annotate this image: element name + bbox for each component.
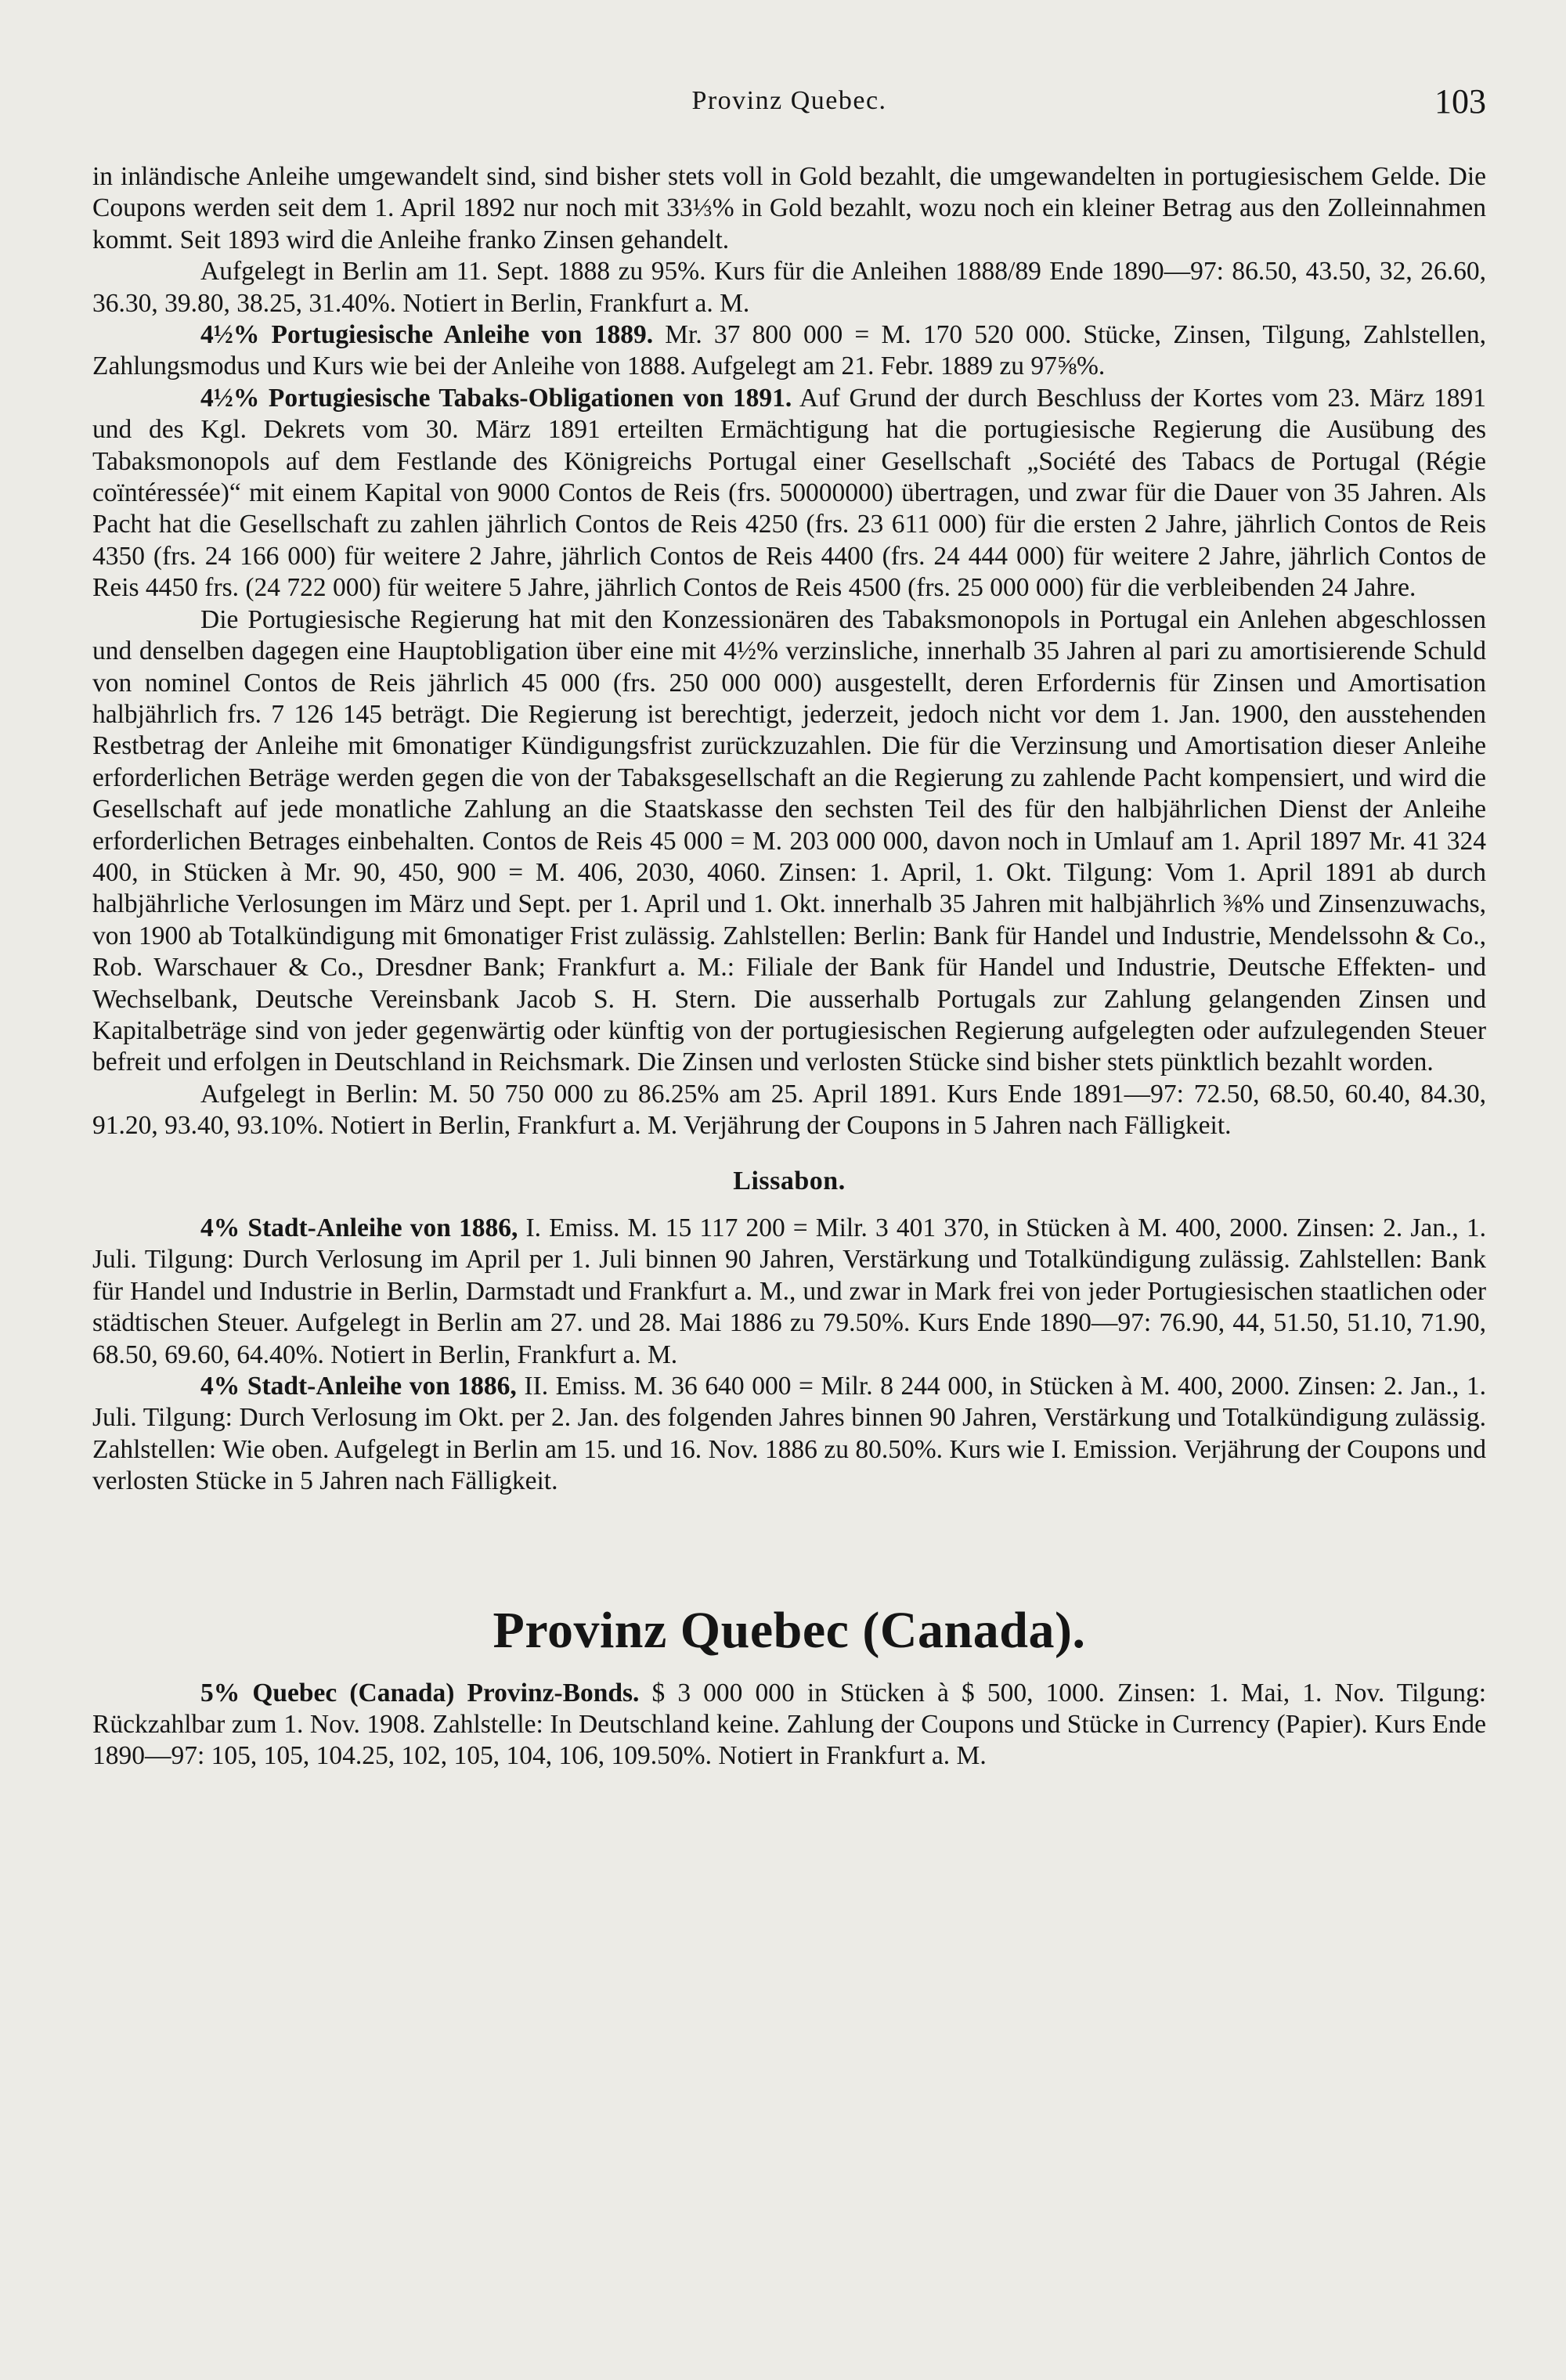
paragraph [92,1371,1486,1498]
bond-title: 4½% Portugiesische Tabaks-Obligationen von 1891. [200,383,792,413]
paragraph: Aufgelegt in Berlin: M. 50 750 000 zu 86.25% am 25. April 1891. Kurs Ende 1891—97: 72.50, 68.50, 60.40, 84.30, 91.20, 93.40, 93.10%. Notiert in Berlin, Frankfurt a. M. Verjährung der Coupons in 5 Jahren nach Fälligkeit. [92,1079,1486,1141]
running-head: Provinz Quebec. [691,86,887,115]
paragraph-text: I. Emiss. M. 15 117 200 = Milr. 3 401 370, in Stücken à M. 400, 2000. Zinsen: 2. Jan., 1. Juli. Tilgung: Durch Verlosung im April per 1. Juli binnen 90 Jahren, Verstärkung und Totalkündigung zulässig. Zahlstellen: Bank für Handel und Industrie in Berlin, Darmstadt und Frankfurt a. M., und zwar in Mark frei von jeder Portugiesischen staatlichen oder städtischen Steuer. Aufgelegt in Berlin am 27. und 28. Mai 1886 zu 79.50%. Kurs Ende 1890—97: 76.90, 44, 51.50, 51.10, 71.90, 68.50, 69.60, 64.40%. Notiert in Berlin, Frankfurt a. M. [92,1213,1487,1369]
paragraph [92,1678,1486,1772]
paragraph [92,383,1486,604]
paragraph [92,319,1486,383]
paragraph [92,1213,1486,1371]
section-title-quebec: Provinz Quebec (Canada). [493,1601,1086,1659]
paragraph-text: $ 3 000 000 in Stücken à $ 500, 1000. Zinsen: 1. Mai, 1. Nov. Tilgung: Rückzahlbar zum 1. Nov. 1908. Zahlstelle: In Deutschland keine. Zahlung der Coupons und Stücke in Currency (Papier). Kurs Ende 1890—97: 105, 105, 104.25, 102, 105, 104, 106, 109.50%. Notiert in Frankfurt a. M. [92,1678,1486,1771]
bond-title: 4% Stadt-Anleihe von 1886, [200,1372,517,1401]
page-body [92,161,1486,1772]
paragraph-text: II. Emiss. M. 36 640 000 = Milr. 8 244 000, in Stücken à M. 400, 2000. Zinsen: 2. Jan., 1. Juli. Tilgung: Durch Verlosung im Okt. per 2. Jan. des folgenden Jahres binnen 90 Jahren, Verstärkung und Totalkündigung zulässig. Zahlstellen: Wie oben. Aufgelegt in Berlin am 15. und 16. Nov. 1886 zu 80.50%. Kurs wie I. Emission. Verjährung der Coupons und verlosten Stücke in 5 Jahren nach Fälligkeit. [92,1372,1486,1496]
page-header [92,81,1486,128]
bond-title: 5% Quebec (Canada) Provinz-Bonds. [200,1678,640,1707]
section-heading-lissabon: Lissabon. [733,1166,846,1195]
page-number: 103 [1434,82,1486,121]
paragraph-text: Auf Grund der durch Beschluss der Kortes vom 23. März 1891 und des Kgl. Dekrets vom 30. März 1891 erteilten Ermächtigung hat die portugiesische Regierung die Ausübung des Tabaksmonopols auf dem Festlande des Königreichs Portugal einer Gesellschaft „Société des Tabacs de Portugal (Régie coïntéressée)“ mit einem Kapital von 9000 Contos de Reis (frs. 50000000) übertragen, und zwar für die Dauer von 35 Jahren. Als Pacht hat die Gesellschaft zu zahlen jährlich Contos de Reis 4250 (frs. 23 611 000) für die ersten 2 Jahre, jährlich Contos de Reis 4350 (frs. 24 166 000) für weitere 2 Jahre, jährlich Contos de Reis 4400 (frs. 24 444 000) für weitere 2 Jahre, jährlich Contos de Reis 4450 frs. (24 722 000) für weitere 5 Jahre, jährlich Contos de Reis 4500 (frs. 25 000 000) für die verbleibenden 24 Jahre. [92,383,1486,603]
paragraph: Die Portugiesische Regierung hat mit den Konzessionären des Tabaksmonopols in Portugal ein Anlehen abgeschlossen und denselben dagegen eine Hauptobligation über eine mit 4½% verzinsliche, innerhalb 35 Jahren al pari zu amortisierende Schuld von nominel Contos de Reis jährlich 45 000 (frs. 250 000 000) ausgestellt, deren Erfordernis für Zinsen und Amortisation halbjährlich frs. 7 126 145 beträgt. Die Regierung ist berechtigt, jederzeit, jedoch nicht vor dem 1. Jan. 1900, den ausstehenden Restbetrag der Anleihe mit 6monatiger Kündigungsfrist zurückzuzahlen. Die für die Verzinsung und Amortisation dieser Anleihe erforderlichen Beträge werden gegen die von der Tabaksgesellschaft an die Regierung zu zahlende Pacht kompensiert, und wird die Gesellschaft auf jede monatliche Zahlung an die Staatskasse den sechsten Teil des für den halbjährlichen Dienst der Anleihe erforderlichen Betrages einbehalten. Contos de Reis 45 000 = M. 203 000 000, davon noch in Umlauf am 1. April 1897 Mr. 41 324 400, in Stücken à Mr. 90, 450, 900 = M. 406, 2030, 4060. Zinsen: 1. April, 1. Okt. Tilgung: Vom 1. April 1891 ab durch halbjährliche Verlosungen im März und Sept. per 1. April und 1. Okt. innerhalb 35 Jahren mit halbjährlich ⅜% und Zinsenzuwachs, von 1900 ab Totalkündigung mit 6monatiger Frist zulässig. Zahlstellen: Berlin: Bank für Handel und Industrie, Mendelssohn & Co., Rob. Warschauer & Co., Dresdner Bank; Frankfurt a. M.: Filiale der Bank für Handel und Industrie, Deutsche Effekten- und Wechselbank, Deutsche Vereinsbank Jacob S. H. Stern. Die ausserhalb Portugals zur Zahlung gelangenden Zinsen und Kapitalbeträge sind von jeder gegenwärtig oder künftig von der portugiesischen Regierung aufgelegten oder aufzulegenden Steuer befreit und erfolgen in Deutschland in Reichsmark. Die Zinsen und verlosten Stücke sind bisher stets pünktlich bezahlt worden. [92,604,1486,1077]
paragraph-text: Mr. 37 800 000 = M. 170 520 000. Stücke, Zinsen, Tilgung, Zahlstellen, Zahlungsmodus und Kurs wie bei der Anleihe von 1888. Aufgelegt am 21. Febr. 1889 zu 97⅝%. [92,320,1486,381]
paragraph: in inländische Anleihe umgewandelt sind, sind bisher stets voll in Gold bezahlt, die umgewandelten in portugiesischem Gelde. Die Coupons werden seit dem 1. April 1892 nur noch mit 33⅓% in Gold bezahlt, wozu noch ein kleiner Betrag aus den Zolleinnahmen kommt. Seit 1893 wird die Anleihe franko Zinsen gehandelt. [92,162,1486,254]
paragraph: Aufgelegt in Berlin am 11. Sept. 1888 zu 95%. Kurs für die Anleihen 1888/89 Ende 1890—97: 86.50, 43.50, 32, 26.60, 36.30, 39.80, 38.25, 31.40%. Notiert in Berlin, Frankfurt a. M. [92,257,1486,318]
bond-title: 4% Stadt-Anleihe von 1886, [200,1213,518,1242]
bond-title: 4½% Portugiesische Anleihe von 1889. [200,320,654,350]
